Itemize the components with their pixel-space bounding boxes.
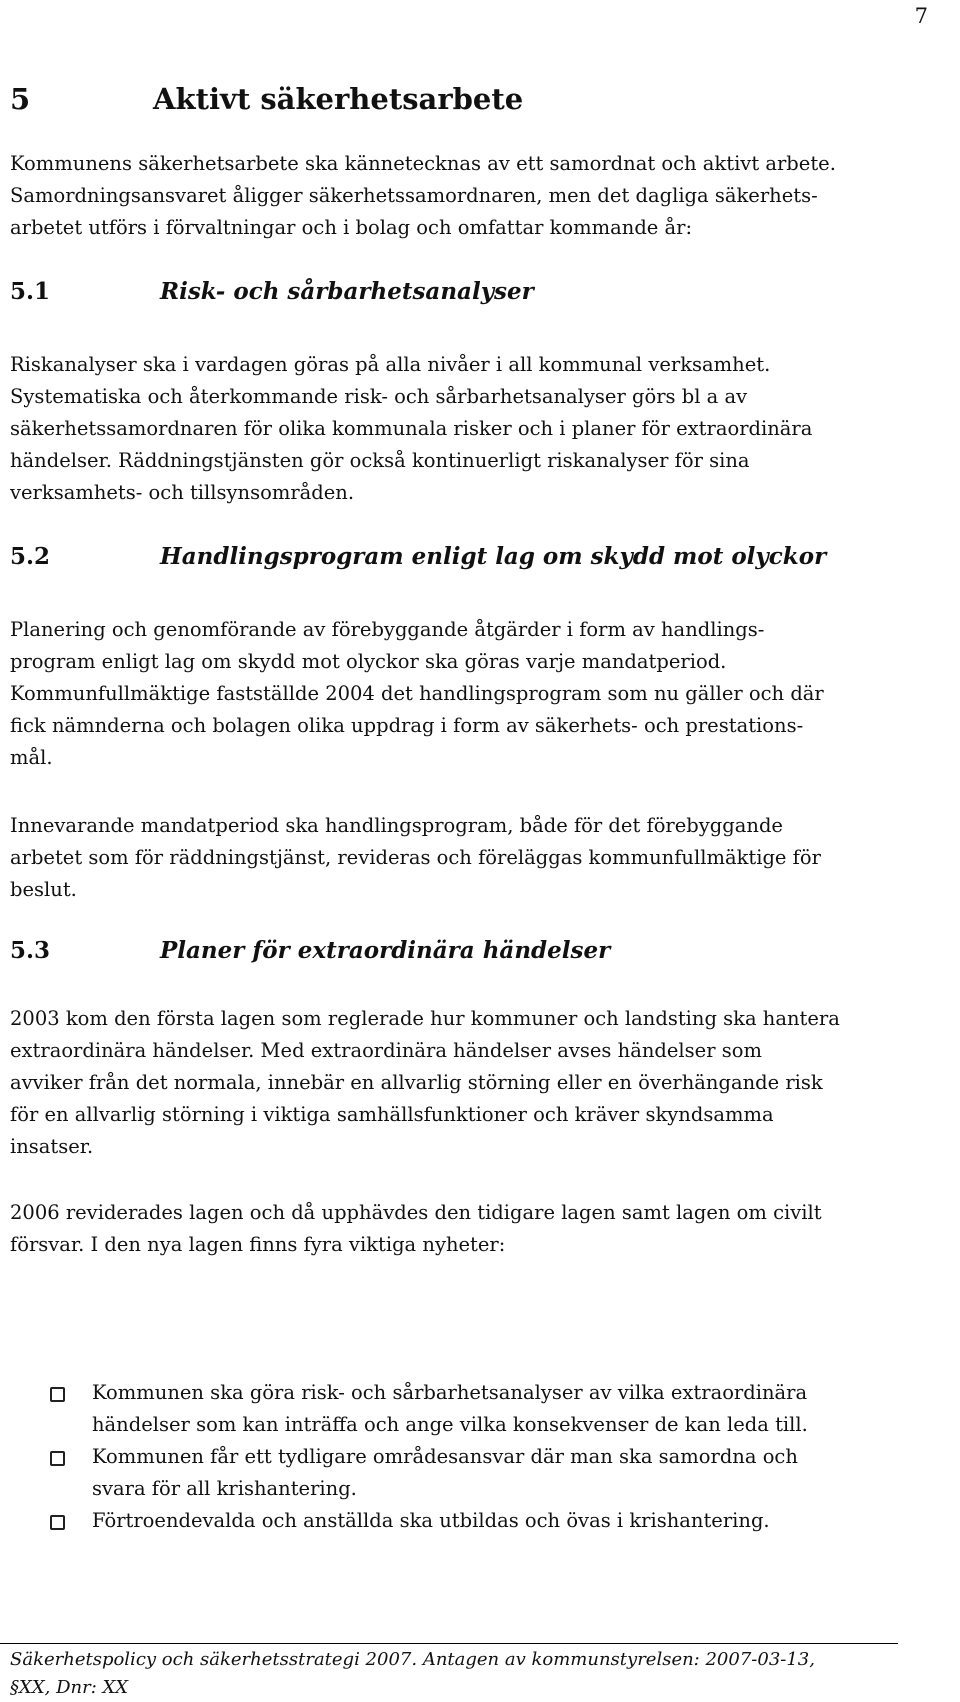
text-line: säkerhetssamordnaren för olika kommunala risker och i planer för extraordinära: [10, 417, 813, 440]
text-line: händelser. Räddningstjänsten gör också kontinuerligt riskanalyser för sina: [10, 449, 750, 472]
footer-line: Säkerhetspolicy och säkerhetsstrategi 2007. Antagen av kommunstyrelsen: 2007-03-13,: [10, 1649, 815, 1670]
section-number: 5.1: [10, 278, 51, 305]
section-5-1-paragraph: [10, 349, 955, 509]
section-5-2-paragraph-2: [10, 810, 955, 906]
section-5-2-paragraph-1: [10, 614, 955, 774]
section-5-3-paragraph-2: [10, 1197, 955, 1261]
text-line: beslut.: [10, 878, 77, 901]
page-number: 7: [914, 4, 928, 28]
text-line: arbetet som för räddningstjänst, revideras och föreläggas kommunfullmäktige för: [10, 846, 821, 869]
text-line: Kommunen ska göra risk- och sårbarhetsanalyser av vilka extraordinära: [92, 1381, 808, 1404]
checkbox-bullet-icon: [50, 1515, 65, 1530]
footer-divider: [0, 1643, 898, 1644]
chapter-number: 5: [10, 82, 31, 116]
section-title: Handlingsprogram enligt lag om skydd mot olyckor: [160, 543, 827, 570]
text-line: Planering och genomförande av förebyggande åtgärder i form av handlings-: [10, 618, 765, 641]
section-heading-5-3: [10, 937, 610, 964]
text-line: Kommunens säkerhetsarbete ska kännetecknas av ett samordnat och aktivt arbete.: [10, 152, 836, 175]
section-heading-5-1: [10, 278, 534, 305]
chapter-title: Aktivt säkerhetsarbete: [153, 82, 524, 116]
text-line: arbetet utförs i förvaltningar och i bolag och omfattar kommande år:: [10, 216, 693, 239]
section-number: 5.3: [10, 937, 51, 964]
text-line: extraordinära händelser. Med extraordinära händelser avses händelser som: [10, 1039, 762, 1062]
chapter-heading: [10, 82, 523, 116]
intro-paragraph: [10, 148, 955, 244]
text-line: Innevarande mandatperiod ska handlingsprogram, både för det förebyggande: [10, 814, 783, 837]
text-line: mål.: [10, 746, 53, 769]
section-title: Planer för extraordinära händelser: [160, 937, 611, 964]
list-item: [50, 1441, 955, 1505]
section-number: 5.2: [10, 543, 51, 570]
footer: [10, 1646, 815, 1702]
text-line: insatser.: [10, 1135, 94, 1158]
text-line: verksamhets- och tillsynsområden.: [10, 481, 355, 504]
text-line: Förtroendevalda och anställda ska utbildas och övas i krishantering.: [92, 1509, 770, 1532]
section-title: Risk- och sårbarhetsanalyser: [160, 278, 534, 305]
text-line: Riskanalyser ska i vardagen göras på alla nivåer i all kommunal verksamhet.: [10, 353, 771, 376]
text-line: Systematiska och återkommande risk- och sårbarhetsanalyser görs bl a av: [10, 385, 748, 408]
section-5-3-paragraph-1: [10, 1003, 955, 1163]
bullet-list: [50, 1377, 955, 1537]
text-line: svara för all krishantering.: [92, 1477, 357, 1500]
text-line: program enligt lag om skydd mot olyckor ska göras varje mandatperiod.: [10, 650, 727, 673]
list-item: [50, 1505, 955, 1537]
text-line: 2003 kom den första lagen som reglerade hur kommuner och landsting ska hantera: [10, 1007, 840, 1030]
list-item: [50, 1377, 955, 1441]
text-line: Kommunfullmäktige fastställde 2004 det handlingsprogram som nu gäller och där: [10, 682, 824, 705]
text-line: 2006 reviderades lagen och då upphävdes den tidigare lagen samt lagen om civilt: [10, 1201, 822, 1224]
text-line: försvar. I den nya lagen finns fyra viktiga nyheter:: [10, 1233, 506, 1256]
text-line: Samordningsansvaret åligger säkerhetssamordnaren, men det dagliga säkerhets-: [10, 184, 818, 207]
checkbox-bullet-icon: [50, 1387, 65, 1402]
section-heading-5-2: [10, 543, 826, 570]
text-line: Kommunen får ett tydligare områdesansvar där man ska samordna och: [92, 1445, 798, 1468]
text-line: händelser som kan inträffa och ange vilka konsekvenser de kan leda till.: [92, 1413, 808, 1436]
text-line: avviker från det normala, innebär en allvarlig störning eller en överhängande risk: [10, 1071, 823, 1094]
text-line: fick nämnderna och bolagen olika uppdrag i form av säkerhets- och prestations-: [10, 714, 804, 737]
text-line: för en allvarlig störning i viktiga samhällsfunktioner och kräver skyndsamma: [10, 1103, 774, 1126]
footer-line: §XX, Dnr: XX: [10, 1677, 129, 1698]
checkbox-bullet-icon: [50, 1451, 65, 1466]
